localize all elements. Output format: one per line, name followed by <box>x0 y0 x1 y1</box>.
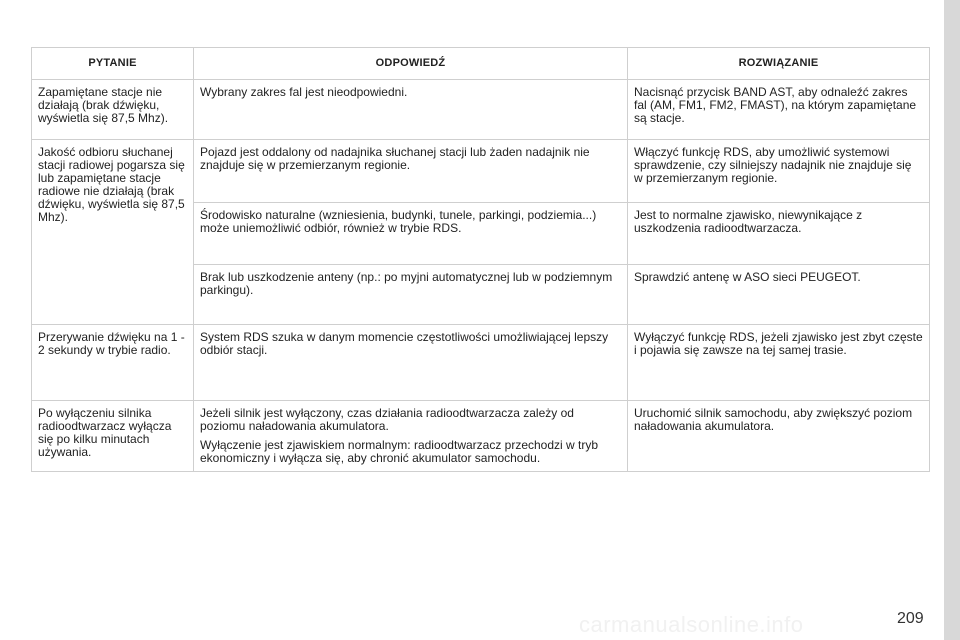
solution-cell: Włączyć funkcję RDS, aby umożliwić systemowi sprawdzenie, czy silniejszy nadajnik nie znajduje się w przemierzanym regionie. <box>628 140 930 203</box>
answer-paragraph: Wyłączenie jest zjawiskiem normalnym: radioodtwarzacz przechodzi w tryb ekonomiczny i wyłącza się, aby chronić akumulator samochodu. <box>200 438 599 465</box>
header-solution: ROZWIĄZANIE <box>628 48 930 80</box>
question-cell: Jakość odbioru słuchanej stacji radiowej pogarsza się lub zapamiętane stacje radiowe nie działają (brak dźwięku, wyświetla się 87,5 Mhz). <box>32 140 194 325</box>
answer-cell <box>194 401 628 472</box>
troubleshooting-table <box>31 47 930 472</box>
answer-paragraph: Jeżeli silnik jest wyłączony, czas działania radioodtwarzacza zależy od poziomu naładowania akumulatora. <box>200 406 574 433</box>
page-number: 209 <box>897 610 924 627</box>
table-row <box>32 140 930 203</box>
answer-cell: Pojazd jest oddalony od nadajnika słuchanej stacji lub żaden nadajnik nie znajduje się w przemierzanym regionie. <box>194 140 628 203</box>
watermark: carmanualsonline.info <box>579 612 804 637</box>
answer-cell: System RDS szuka w danym momencie częstotliwości umożliwiającej lepszy odbiór stacji. <box>194 325 628 401</box>
solution-cell: Nacisnąć przycisk BAND AST, aby odnaleźć zakres fal (AM, FM1, FM2, FMAST), na którym zapamiętane są stacje. <box>628 80 930 140</box>
table-row <box>32 325 930 401</box>
answer-cell: Środowisko naturalne (wzniesienia, budynki, tunele, parkingi, podziemia...) może uniemożliwić odbiór, również w trybie RDS. <box>194 203 628 265</box>
question-cell: Po wyłączeniu silnika radioodtwarzacz wyłącza się po kilku minutach używania. <box>32 401 194 472</box>
header-answer: ODPOWIEDŹ <box>194 48 628 80</box>
solution-cell: Uruchomić silnik samochodu, aby zwiększyć poziom naładowania akumulatora. <box>628 401 930 472</box>
table-row <box>32 80 930 140</box>
question-cell: Zapamiętane stacje nie działają (brak dźwięku, wyświetla się 87,5 Mhz). <box>32 80 194 140</box>
answer-cell: Wybrany zakres fal jest nieodpowiedni. <box>194 80 628 140</box>
table-header-row <box>32 48 930 80</box>
solution-cell: Wyłączyć funkcję RDS, jeżeli zjawisko jest zbyt częste i pojawia się zawsze na tej samej trasie. <box>628 325 930 401</box>
header-question: PYTANIE <box>32 48 194 80</box>
page-edge-bar <box>944 0 960 640</box>
solution-cell: Jest to normalne zjawisko, niewynikające z uszkodzenia radioodtwarzacza. <box>628 203 930 265</box>
question-cell: Przerywanie dźwięku na 1 - 2 sekundy w trybie radio. <box>32 325 194 401</box>
solution-cell: Sprawdzić antenę w ASO sieci PEUGEOT. <box>628 265 930 325</box>
table-row <box>32 401 930 472</box>
answer-cell: Brak lub uszkodzenie anteny (np.: po myjni automatycznej lub w podziemnym parkingu). <box>194 265 628 325</box>
